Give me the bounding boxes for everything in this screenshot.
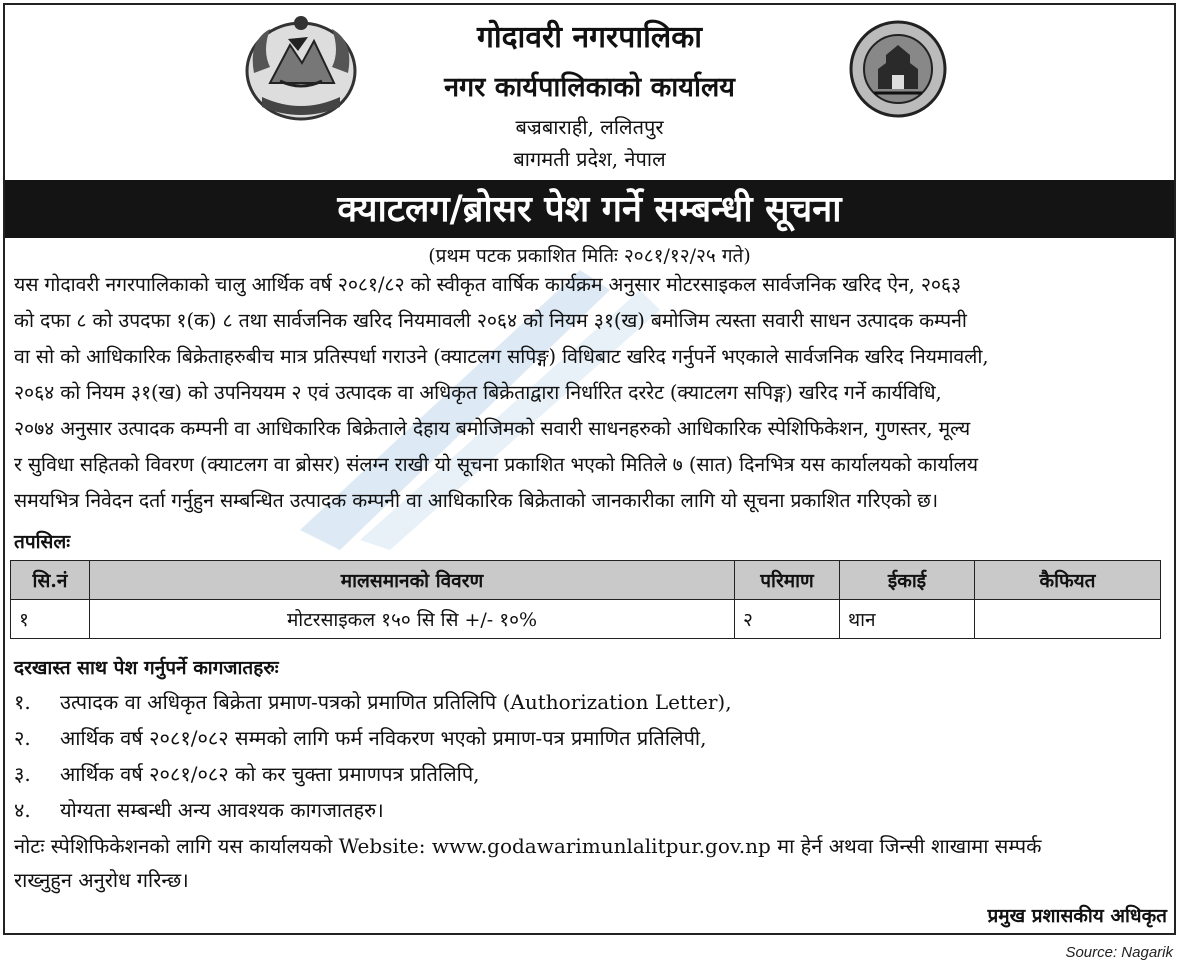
body-paragraph-line: र सुविधा सहितको विवरण (क्याटलग वा ब्रोसर) संलग्न राखी यो सूचना प्रकाशित भएको मितिले ७ (सात) दिनभित्र यस कार्यालयको कार्यालय [14, 453, 978, 476]
col-serial: सि.नं [11, 561, 90, 600]
cell-quantity: २ [735, 600, 840, 639]
document-number: १. [14, 690, 31, 714]
cell-description: मोटरसाइकल १५० सि सि +/- १०% [90, 600, 735, 639]
body-paragraph-line: २०६४ को नियम ३१(ख) को उपनिययम २ एवं उत्पादक वा अधिकृत बिक्रेताद्वारा निर्धारित दररेट (क्याटलग सपिङ्ग) खरिद गर्ने कार्यविधि, [14, 381, 942, 404]
body-paragraph-line: २०७४ अनुसार उत्पादक कम्पनी वा आधिकारिक बिक्रेताले देहाय बमोजिमको सवारी साधनहरुको आधिकारिक स्पेशिफिकेशन, गुणस्तर, मूल्य [14, 417, 971, 440]
cell-unit: थान [840, 600, 975, 639]
body-paragraph-line: वा सो को आधिकारिक बिक्रेताहरुबीच मात्र प्रतिस्पर्धा गराउने (क्याटलग सपिङ्ग) विधिबाट खरिद गर्नुपर्ने भएकाले सार्वजनिक खरिद नियमावली, [14, 345, 989, 368]
notice-header [5, 5, 1174, 177]
items-table [10, 560, 1161, 639]
office-name: नगर कार्यपालिकाको कार्यालय [444, 72, 735, 103]
document-item: योग्यता सम्बन्धी अन्य आवश्यक कागजातहरु। [60, 798, 384, 822]
municipality-name: गोदावरी नगरपालिका [476, 20, 703, 55]
cell-serial: १ [11, 600, 90, 639]
cell-remarks [975, 600, 1161, 639]
document-item: आर्थिक वर्ष २०८१/०८२ सम्मको लागि फर्म नविकरण भएको प्रमाण-पत्र प्रमाणित प्रतिलिपी, [60, 726, 707, 750]
document-number: ३. [14, 762, 31, 786]
signatory-title: प्रमुख प्रशासकीय अधिकृत [987, 905, 1167, 927]
address-line-1: बज्रबाराही, ललितपुर [515, 115, 664, 139]
source-credit: Source: Nagarik [1065, 944, 1173, 961]
address-line-2: बागमती प्रदेश, नेपाल [513, 147, 666, 171]
note-line-2: राख्नुहुन अनुरोध गरिन्छ। [14, 868, 189, 892]
col-quantity: परिमाण [735, 561, 840, 600]
documents-heading: दरखास्त साथ पेश गर्नुपर्ने कागजातहरुः [14, 657, 279, 679]
document-number: २. [14, 726, 31, 750]
published-date: (प्रथम पटक प्रकाशित मितिः २०८१/१२/२५ गते) [428, 245, 751, 267]
body-paragraph-line: को दफा ८ को उपदफा १(क) ८ तथा सार्वजनिक खरिद नियमावली २०६४ को नियम ३१(ख) बमोजिम त्यस्ता सवारी साधन उत्पादक कम्पनी [14, 309, 967, 332]
document-number: ४. [14, 798, 31, 822]
table-row [11, 600, 1161, 639]
col-unit: ईकाई [840, 561, 975, 600]
col-description: मालसमानको विवरण [90, 561, 735, 600]
details-label: तपसिलः [14, 531, 71, 553]
notice-heading: क्याटलग/ब्रोसर पेश गर्ने सम्बन्धी सूचना [5, 180, 1174, 238]
document-item: उत्पादक वा अधिकृत बिक्रेता प्रमाण-पत्रको प्रमाणित प्रतिलिपि (Authorization Letter), [60, 690, 732, 714]
document-item: आर्थिक वर्ष २०८१/०८२ को कर चुक्ता प्रमाणपत्र प्रतिलिपि, [60, 762, 480, 786]
col-remarks: कैफियत [975, 561, 1161, 600]
body-paragraph-line: समयभित्र निवेदन दर्ता गर्नुहुन सम्बन्धित उत्पादक कम्पनी वा आधिकारिक बिक्रेताको जानकारीका लागि यो सूचना प्रकाशित गरिएको छ। [14, 489, 939, 512]
note-line-1: नोटः स्पेशिफिकेशनको लागि यस कार्यालयको Website: www.godawarimunlalitpur.gov.np मा हेर्न अथवा जिन्सी शाखामा सम्पर्क [14, 834, 1042, 858]
table-header-row [11, 561, 1161, 600]
body-paragraph-line: यस गोदावरी नगरपालिकाको चालु आर्थिक वर्ष २०८१/८२ को स्वीकृत वार्षिक कार्यक्रम अनुसार मोटरसाइकल सार्वजनिक खरिद ऐन, २०६३ [14, 273, 961, 296]
